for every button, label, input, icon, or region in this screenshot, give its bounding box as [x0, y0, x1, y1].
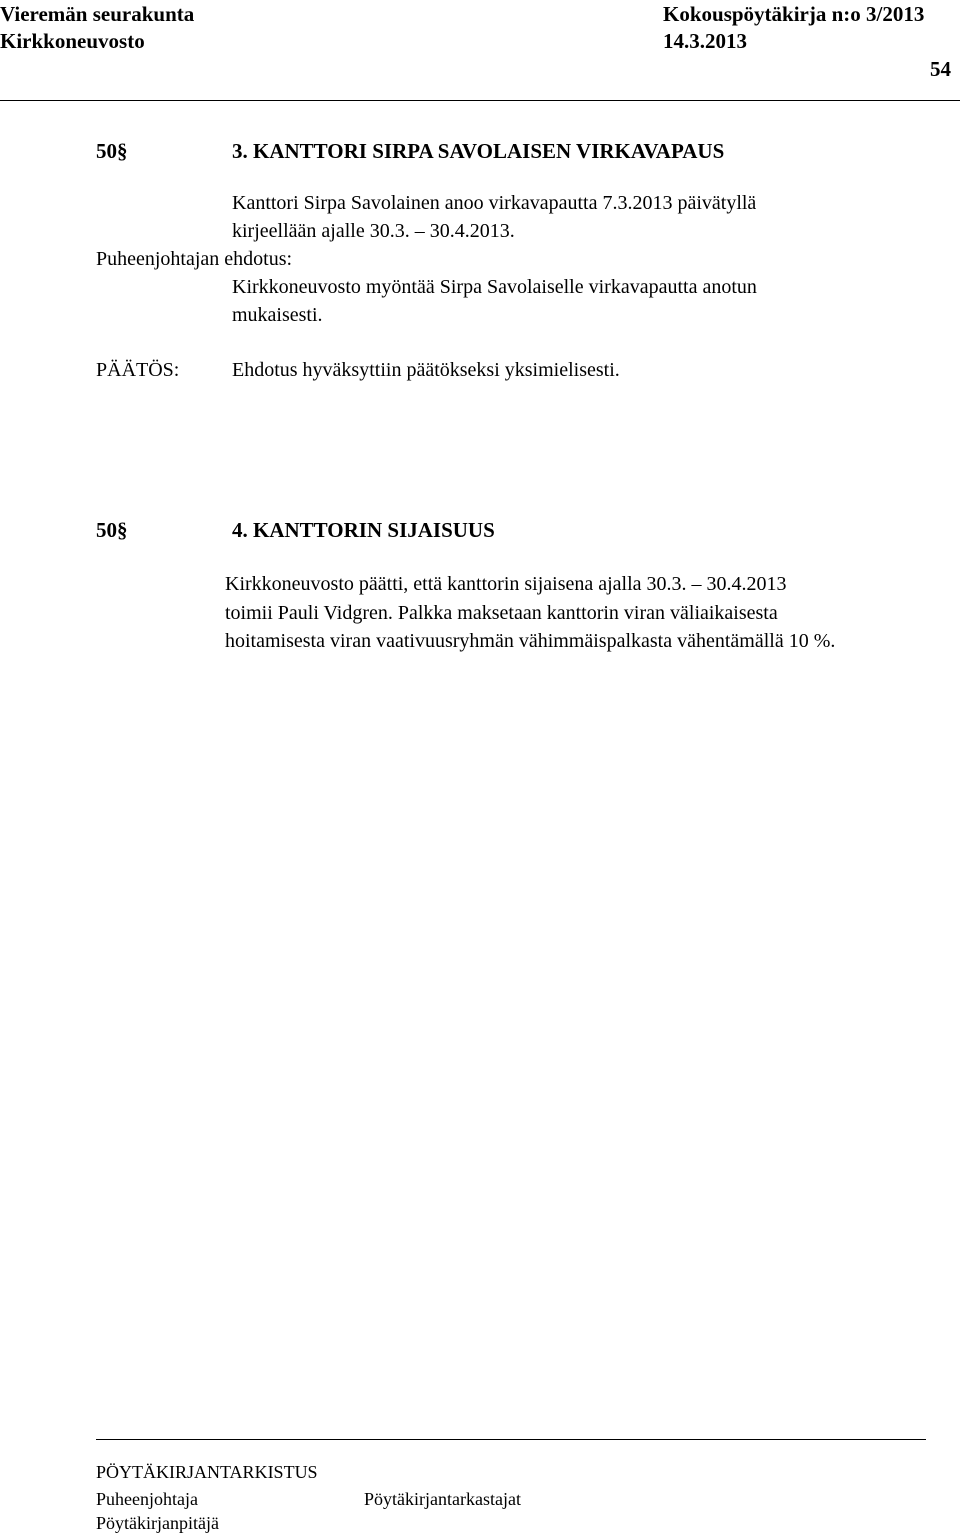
section1-title: 3. KANTTORI SIRPA SAVOLAISEN VIRKAVAPAUS	[232, 139, 725, 163]
decision-label: PÄÄTÖS:	[96, 359, 180, 381]
section2-line-3: hoitamisesta viran vaativuusryhmän vähimmäispalkasta vähentämällä 10 %.	[225, 630, 836, 652]
section1-number: 50	[96, 139, 117, 163]
section2-number: 50	[96, 518, 117, 542]
section1-heading	[96, 139, 128, 163]
section1-paragraph-symbol: §	[117, 139, 128, 163]
secretary-label: Pöytäkirjanpitäjä	[96, 1513, 219, 1533]
chair-label: Puheenjohtaja	[96, 1489, 198, 1509]
section2-title: 4. KANTTORIN SIJAISUUS	[232, 518, 495, 542]
reviewers-label: Pöytäkirjantarkastajat	[364, 1489, 521, 1509]
section1-intro-line-1: Kanttori Sirpa Savolainen anoo virkavapautta 7.3.2013 päivätyllä	[232, 192, 757, 214]
governing-body-name: Kirkkoneuvosto	[0, 29, 145, 53]
organization-name: Vieremän seurakunta	[0, 2, 195, 26]
section2-line-2: toimii Pauli Vidgren. Palkka maksetaan kanttorin viran väliaikaisesta	[225, 602, 778, 624]
proposal-line-2: mukaisesti.	[232, 304, 323, 326]
section2-line-1: Kirkkoneuvosto päätti, että kanttorin sijaisena ajalla 30.3. – 30.4.2013	[225, 573, 787, 595]
review-heading: PÖYTÄKIRJANTARKISTUS	[96, 1462, 318, 1482]
section1-intro-line-2: kirjeellään ajalle 30.3. – 30.4.2013.	[232, 220, 515, 242]
page-number: 54	[930, 57, 951, 81]
decision-text: Ehdotus hyväksyttiin päätökseksi yksimielisesti.	[232, 359, 620, 381]
meeting-date: 14.3.2013	[663, 29, 747, 53]
section2-paragraph-symbol: §	[117, 518, 128, 542]
header-divider	[0, 100, 960, 101]
proposal-line-1: Kirkkoneuvosto myöntää Sirpa Savolaiselle virkavapautta anotun	[232, 276, 757, 298]
section2-heading	[96, 518, 128, 542]
footer-divider	[96, 1439, 926, 1440]
proposal-label: Puheenjohtajan ehdotus:	[96, 248, 293, 270]
document-title: Kokouspöytäkirja n:o 3/2013	[663, 2, 925, 26]
